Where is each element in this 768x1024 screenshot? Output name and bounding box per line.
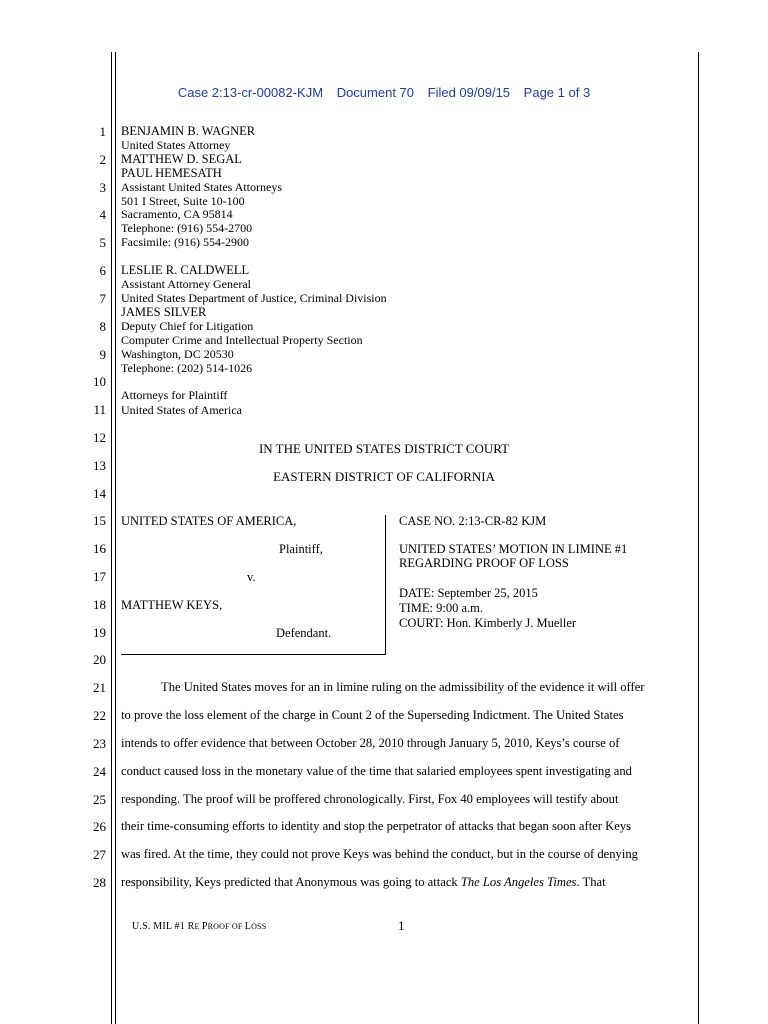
address-line: Washington, DC 20530 bbox=[121, 347, 234, 361]
document-number: Document 70 bbox=[336, 85, 415, 100]
footer-text: U.S. MIL #1 R bbox=[132, 921, 195, 932]
footer-text: ROOF OF bbox=[207, 922, 245, 931]
line-number: 7 bbox=[99, 291, 106, 306]
body-line: was fired. At the time, they could not prove Keys was behind the conduct, but in the course of denying bbox=[121, 847, 638, 861]
versus: v. bbox=[247, 570, 256, 584]
line-number: 4 bbox=[99, 207, 106, 222]
line-number: 8 bbox=[99, 319, 106, 334]
page-count: Page 1 of 3 bbox=[523, 85, 591, 100]
hearing-time: TIME: 9:00 a.m. bbox=[399, 601, 484, 615]
defendant-name: MATTHEW KEYS, bbox=[121, 598, 223, 612]
line-number: 3 bbox=[99, 180, 106, 195]
hearing-court: COURT: Hon. Kimberly J. Mueller bbox=[399, 616, 577, 630]
body-line: conduct caused loss in the monetary value of the time that salaried employees spent investigating and bbox=[121, 764, 632, 778]
left-margin-rule-inner bbox=[115, 52, 116, 1024]
left-margin-rule-outer bbox=[111, 52, 112, 1024]
right-margin-rule bbox=[698, 52, 699, 1024]
attorney-title: Deputy Chief for Litigation bbox=[121, 319, 254, 333]
case-number: Case 2:13-cr-00082-KJM bbox=[177, 85, 324, 100]
line-number: 28 bbox=[93, 875, 106, 890]
attorney-name: PAUL HEMESATH bbox=[121, 166, 222, 180]
attorney-name: BENJAMIN B. WAGNER bbox=[121, 124, 256, 138]
line-number: 5 bbox=[99, 235, 106, 250]
body-line: their time-consuming efforts to identity and stop the perpetrator of attacks that began soon after Keys bbox=[121, 819, 632, 833]
line-number: 19 bbox=[93, 625, 106, 640]
filed-date: Filed 09/09/15 bbox=[427, 85, 511, 100]
line-number: 22 bbox=[93, 708, 106, 723]
motion-title: UNITED STATES’ MOTION IN LIMINE #1 bbox=[399, 542, 628, 556]
case-no: CASE NO. 2:13-CR-82 KJM bbox=[399, 514, 547, 528]
footer-text: E bbox=[194, 922, 202, 931]
body-line: responding. The proof will be proffered chronologically. First, Fox 40 employees will testify about bbox=[121, 792, 619, 806]
hearing-date: DATE: September 25, 2015 bbox=[399, 586, 538, 600]
telephone: Telephone: (202) 514-1026 bbox=[121, 361, 253, 375]
body-line bbox=[121, 875, 606, 890]
plaintiff-name: UNITED STATES OF AMERICA, bbox=[121, 514, 297, 528]
address-line: Sacramento, CA 95814 bbox=[121, 207, 233, 221]
line-number: 24 bbox=[93, 764, 106, 779]
line-number: 6 bbox=[99, 263, 106, 278]
attorney-name: LESLIE R. CALDWELL bbox=[121, 263, 250, 277]
line-number: 26 bbox=[93, 819, 106, 834]
caption-divider-vertical bbox=[385, 515, 386, 655]
line-number: 21 bbox=[93, 680, 106, 695]
footer-text: P bbox=[201, 921, 208, 932]
attorney-title: United States Attorney bbox=[121, 138, 231, 152]
attorneys-for: Attorneys for Plaintiff bbox=[121, 388, 228, 402]
attorney-title: Assistant Attorney General bbox=[121, 277, 251, 291]
newspaper-title: The Los Angeles Times bbox=[460, 875, 577, 889]
footer-title bbox=[132, 921, 266, 932]
department: United States Department of Justice, Criminal Division bbox=[121, 291, 387, 305]
attorney-name: JAMES SILVER bbox=[121, 305, 207, 319]
body-line: to prove the loss element of the charge in Count 2 of the Superseding Indictment. The United States bbox=[121, 708, 624, 722]
attorney-name: MATTHEW D. SEGAL bbox=[121, 152, 242, 166]
line-number: 9 bbox=[99, 347, 106, 362]
motion-title: REGARDING PROOF OF LOSS bbox=[399, 556, 569, 570]
line-number: 17 bbox=[93, 569, 106, 584]
body-line: intends to offer evidence that between October 28, 2010 through January 5, 2010, Keys’s course of bbox=[121, 736, 620, 750]
line-number: 27 bbox=[93, 847, 106, 862]
line-number: 13 bbox=[93, 458, 106, 473]
body-text: responsibility, Keys predicted that Anonymous was going to attack bbox=[121, 875, 461, 889]
body-line: The United States moves for an in limine ruling on the admissibility of the evidence it will offer bbox=[161, 680, 645, 694]
page-number: 1 bbox=[398, 918, 405, 933]
attorney-title: Assistant United States Attorneys bbox=[121, 180, 282, 194]
line-number: 12 bbox=[93, 430, 106, 445]
party-name: United States of America bbox=[121, 403, 242, 417]
telephone: Telephone: (916) 554-2700 bbox=[121, 221, 253, 235]
defendant-label: Defendant. bbox=[276, 626, 332, 640]
court-name: IN THE UNITED STATES DISTRICT COURT bbox=[258, 441, 510, 456]
line-number: 10 bbox=[93, 374, 106, 389]
line-number: 25 bbox=[93, 792, 106, 807]
footer-text: L bbox=[244, 921, 252, 932]
facsimile: Facsimile: (916) 554-2900 bbox=[121, 235, 249, 249]
line-number: 20 bbox=[93, 652, 106, 667]
filing-header bbox=[0, 85, 768, 100]
address-line: 501 I Street, Suite 10-100 bbox=[121, 194, 245, 208]
line-number: 16 bbox=[93, 541, 106, 556]
line-number: 23 bbox=[93, 736, 106, 751]
line-number: 2 bbox=[99, 152, 106, 167]
line-number: 1 bbox=[99, 124, 106, 139]
plaintiff-label: Plaintiff, bbox=[279, 542, 323, 556]
body-text: . That bbox=[576, 875, 606, 889]
footer-text: OSS bbox=[251, 922, 267, 931]
section: Computer Crime and Intellectual Property Section bbox=[121, 333, 363, 347]
court-district: EASTERN DISTRICT OF CALIFORNIA bbox=[273, 469, 495, 484]
caption-divider-horizontal bbox=[121, 654, 386, 655]
line-number: 15 bbox=[93, 513, 106, 528]
line-number: 11 bbox=[93, 402, 106, 417]
line-number: 14 bbox=[93, 486, 106, 501]
line-number: 18 bbox=[93, 597, 106, 612]
